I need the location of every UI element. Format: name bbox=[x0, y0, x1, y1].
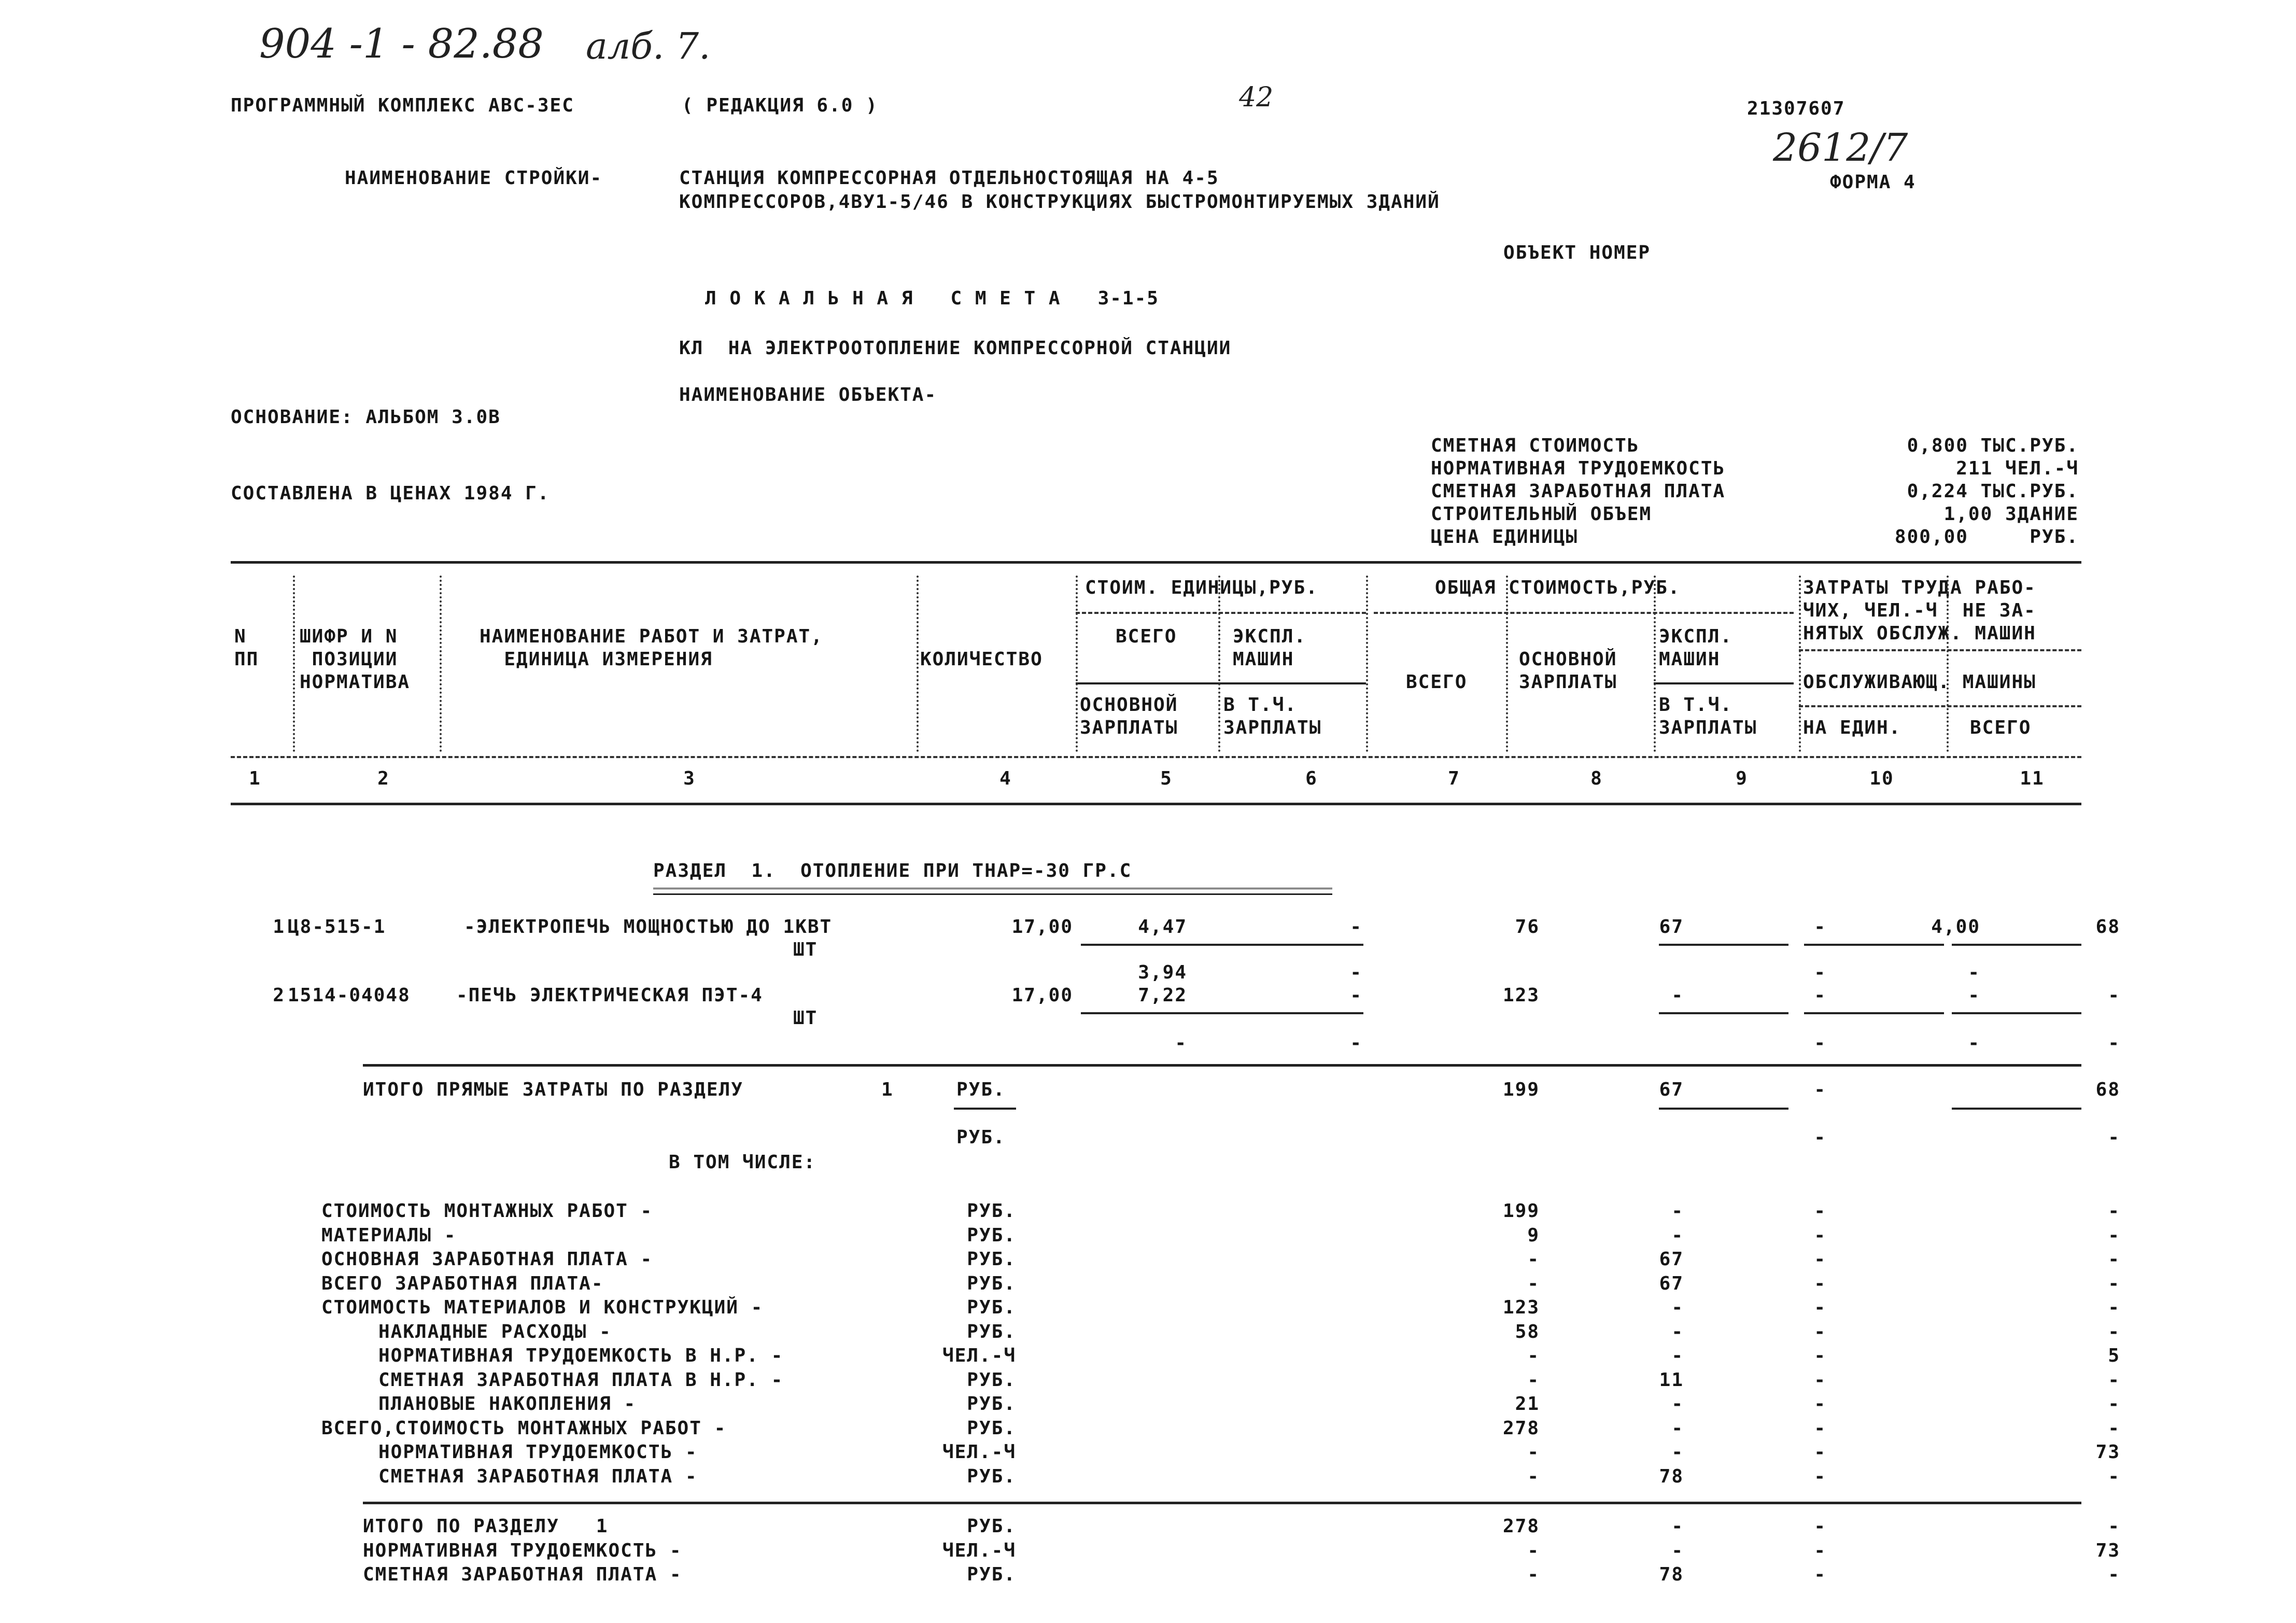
breakdown-labor: - bbox=[2108, 1369, 2120, 1391]
section-title-underline bbox=[653, 888, 1332, 895]
breakdown-label: СМЕТНАЯ ЗАРАБОТНАЯ ПЛАТА В Н.Р. - bbox=[378, 1369, 784, 1391]
section-total-label: НОРМАТИВНАЯ ТРУДОЕМКОСТЬ - bbox=[363, 1540, 682, 1561]
breakdown-labor: - bbox=[2108, 1224, 2120, 1246]
breakdown-machines: - bbox=[1814, 1417, 1826, 1439]
breakdown-base-salary: - bbox=[1671, 1442, 1684, 1463]
column-number: 2 bbox=[377, 768, 390, 789]
col-header-quantity: КОЛИЧЕСТВО bbox=[920, 649, 1043, 670]
breakdown-base-salary: - bbox=[1671, 1224, 1684, 1246]
construction-line-1: СТАНЦИЯ КОМПРЕССОРНАЯ ОТДЕЛЬНОСТОЯЩАЯ НА 4-5 bbox=[679, 167, 1219, 189]
column-number: 8 bbox=[1590, 768, 1603, 789]
col-header-per-unit: НА ЕДИН. bbox=[1803, 717, 1901, 738]
row-unit-machines: - bbox=[1350, 985, 1362, 1006]
direct-total-section: 1 bbox=[881, 1079, 894, 1100]
direct-total-cell-rule bbox=[1659, 1108, 1788, 1110]
labor-group-rule bbox=[1799, 649, 2081, 651]
breakdown-label: НОРМАТИВНАЯ ТРУДОЕМКОСТЬ - bbox=[378, 1442, 698, 1463]
summary-value: 0,224 ТЫС.РУБ. bbox=[1907, 481, 2079, 502]
labor-sub-rule bbox=[1799, 705, 2081, 707]
row-unit: ШТ bbox=[793, 1008, 818, 1029]
column-number: 6 bbox=[1305, 768, 1318, 789]
section-total-machines: - bbox=[1814, 1564, 1826, 1585]
breakdown-unit: РУБ. bbox=[967, 1297, 1016, 1318]
breakdown-total: 199 bbox=[1502, 1200, 1540, 1222]
total-machines-sub-rule bbox=[1654, 682, 1794, 684]
row-cell-rule bbox=[1952, 944, 2081, 946]
breakdown-label: ВСЕГО,СТОИМОСТЬ МОНТАЖНЫХ РАБОТ - bbox=[321, 1417, 727, 1439]
col-header-unit-base-salary: ОСНОВНОЙ ЗАРПЛАТЫ bbox=[1080, 694, 1178, 738]
including-label: В ТОМ ЧИСЛЕ: bbox=[669, 1152, 816, 1173]
section-total-labor: 73 bbox=[2095, 1540, 2120, 1561]
section-title: РАЗДЕЛ 1. ОТОПЛЕНИЕ ПРИ ТНАР=-30 ГР.С bbox=[653, 860, 1132, 882]
section-total-unit: ЧЕЛ.-Ч bbox=[942, 1540, 1016, 1561]
section-total-rule bbox=[363, 1502, 2081, 1504]
direct-total-unit-rule bbox=[954, 1108, 1016, 1110]
row-name: -ЭЛЕКТРОПЕЧЬ МОЩНОСТЬЮ ДО 1КВТ bbox=[464, 916, 833, 938]
form-label: ФОРМА 4 bbox=[1830, 172, 1916, 193]
column-number: 3 bbox=[683, 768, 696, 789]
row-unit-incl-salary: - bbox=[1350, 1032, 1362, 1054]
row-total: 76 bbox=[1515, 916, 1540, 938]
summary-label: НОРМАТИВНАЯ ТРУДОЕМКОСТЬ bbox=[1431, 458, 1726, 479]
row-total-base-salary: 67 bbox=[1659, 916, 1684, 938]
row-unit-machines: - bbox=[1350, 916, 1362, 938]
col-header-code: ШИФР И N ПОЗИЦИИ НОРМАТИВА bbox=[300, 626, 411, 693]
summary-value: 211 ЧЕЛ.-Ч bbox=[1956, 458, 2079, 479]
row-labor-machines-per-unit: - bbox=[1968, 962, 1980, 983]
breakdown-base-salary: 11 bbox=[1659, 1369, 1684, 1391]
summary-label: СМЕТНАЯ ЗАРАБОТНАЯ ПЛАТА bbox=[1431, 481, 1726, 502]
column-number: 11 bbox=[2020, 768, 2045, 789]
software-name: ПРОГРАММНЫЙ КОМПЛЕКС АВС-ЗЕС bbox=[231, 95, 574, 116]
row-labor-per-unit: 4,00 bbox=[1931, 916, 1980, 938]
row-labor-total: - bbox=[2108, 985, 2120, 1006]
breakdown-total: - bbox=[1527, 1442, 1540, 1463]
breakdown-machines: - bbox=[1814, 1321, 1826, 1342]
section-total-unit: РУБ. bbox=[967, 1516, 1016, 1537]
row-labor-total-machines: - bbox=[2108, 1032, 2120, 1054]
breakdown-unit: РУБ. bbox=[967, 1224, 1016, 1246]
construction-label: НАИМЕНОВАНИЕ СТРОЙКИ- bbox=[345, 167, 603, 189]
column-divider bbox=[1947, 576, 1954, 752]
breakdown-machines: - bbox=[1814, 1442, 1826, 1463]
row-quantity: 17,00 bbox=[1011, 916, 1073, 938]
column-divider bbox=[1799, 576, 1806, 752]
summary-label: СТРОИТЕЛЬНЫЙ ОБЪЕМ bbox=[1431, 503, 1652, 525]
row-total-incl-salary: - bbox=[1814, 1032, 1826, 1054]
breakdown-unit: ЧЕЛ.-Ч bbox=[942, 1442, 1016, 1463]
breakdown-machines: - bbox=[1814, 1465, 1826, 1487]
col-header-unit-incl-salary: В Т.Ч. ЗАРПЛАТЫ bbox=[1223, 694, 1322, 738]
breakdown-label: СТОИМОСТЬ МАТЕРИАЛОВ И КОНСТРУКЦИЙ - bbox=[321, 1297, 764, 1318]
section-total-label: СМЕТНАЯ ЗАРАБОТНАЯ ПЛАТА - bbox=[363, 1564, 682, 1585]
breakdown-base-salary: - bbox=[1671, 1321, 1684, 1342]
section-total-unit: РУБ. bbox=[967, 1564, 1016, 1585]
column-number: 10 bbox=[1869, 768, 1894, 789]
breakdown-labor: - bbox=[2108, 1321, 2120, 1342]
handwritten-number: 2612/7 bbox=[1773, 125, 1908, 170]
summary-label: ЦЕНА ЕДИНИЦЫ bbox=[1431, 526, 1579, 548]
price-basis: СОСТАВЛЕНА В ЦЕНАХ 1984 Г. bbox=[231, 483, 550, 504]
direct-total-label: ИТОГО ПРЯМЫЕ ЗАТРАТЫ ПО РАЗДЕЛУ bbox=[363, 1079, 743, 1100]
col-group-labor-machines: ОБСЛУЖИВАЮЩ. МАШИНЫ bbox=[1803, 671, 2036, 693]
summary-value: 800,00 РУБ. bbox=[1894, 526, 2079, 548]
row-total-machines: - bbox=[1814, 916, 1826, 938]
direct-total-labor: 68 bbox=[2095, 1079, 2120, 1100]
section-total-base-salary: - bbox=[1671, 1540, 1684, 1561]
column-number: 5 bbox=[1160, 768, 1173, 789]
col-header-total-incl-salary: В Т.Ч. ЗАРПЛАТЫ bbox=[1659, 694, 1757, 738]
breakdown-unit: РУБ. bbox=[967, 1369, 1016, 1391]
breakdown-total: 123 bbox=[1502, 1297, 1540, 1318]
breakdown-labor: - bbox=[2108, 1200, 2120, 1222]
row-cell-rule bbox=[1081, 1012, 1363, 1014]
column-number: 4 bbox=[999, 768, 1012, 789]
breakdown-machines: - bbox=[1814, 1272, 1826, 1294]
direct-total-labor-machines: - bbox=[2108, 1127, 2120, 1148]
section-total-base-salary: 78 bbox=[1659, 1564, 1684, 1585]
breakdown-base-salary: 67 bbox=[1659, 1249, 1684, 1270]
breakdown-machines: - bbox=[1814, 1224, 1826, 1246]
breakdown-base-salary: 67 bbox=[1659, 1272, 1684, 1294]
breakdown-labor: - bbox=[2108, 1272, 2120, 1294]
breakdown-labor: - bbox=[2108, 1393, 2120, 1415]
breakdown-base-salary: 78 bbox=[1659, 1465, 1684, 1487]
column-divider bbox=[1218, 576, 1226, 752]
section-total-base-salary: - bbox=[1671, 1516, 1684, 1537]
breakdown-labor: 5 bbox=[2108, 1345, 2120, 1366]
row-unit-incl-salary: - bbox=[1350, 962, 1362, 983]
breakdown-machines: - bbox=[1814, 1297, 1826, 1318]
breakdown-machines: - bbox=[1814, 1345, 1826, 1366]
construction-line-2: КОМПРЕССОРОВ,4ВУ1-5/46 В КОНСТРУКЦИЯХ БЫСТРОМОНТИРУЕМЫХ ЗДАНИЙ bbox=[679, 191, 1440, 213]
col-header-total-machines: ЭКСПЛ. МАШИН bbox=[1659, 626, 1733, 670]
row-quantity: 17,00 bbox=[1011, 985, 1073, 1006]
row-labor-per-unit: - bbox=[1968, 985, 1980, 1006]
row-unit: ШТ bbox=[793, 939, 818, 960]
breakdown-unit: РУБ. bbox=[967, 1272, 1016, 1294]
breakdown-base-salary: - bbox=[1671, 1393, 1684, 1415]
col-header-total-base-salary: ОСНОВНОЙ ЗАРПЛАТЫ bbox=[1519, 649, 1617, 693]
row-unit-total: 7,22 bbox=[1138, 985, 1187, 1006]
row-cell-rule bbox=[1659, 944, 1788, 946]
section-total-label: ИТОГО ПО РАЗДЕЛУ 1 bbox=[363, 1516, 609, 1537]
breakdown-base-salary: - bbox=[1671, 1200, 1684, 1222]
breakdown-total: - bbox=[1527, 1272, 1540, 1294]
breakdown-total: - bbox=[1527, 1369, 1540, 1391]
direct-total-rule bbox=[363, 1064, 2081, 1067]
column-divider bbox=[1654, 576, 1661, 752]
breakdown-labor: - bbox=[2108, 1417, 2120, 1439]
direct-total-base-salary: 67 bbox=[1659, 1079, 1684, 1100]
handwritten-page-number: 42 bbox=[1239, 82, 1274, 113]
column-divider bbox=[917, 576, 924, 752]
row-cell-rule bbox=[1659, 1012, 1788, 1014]
handwritten-album: алб. 7. bbox=[586, 25, 711, 67]
document-title: Л О К А Л Ь Н А Я С М Е Т А 3-1-5 bbox=[705, 288, 1159, 309]
breakdown-unit: ЧЕЛ.-Ч bbox=[942, 1345, 1016, 1366]
breakdown-labor: - bbox=[2108, 1297, 2120, 1318]
row-labor-machines-per-unit: - bbox=[1968, 1032, 1980, 1054]
col-group-labor: ЗАТРАТЫ ТРУДА РАБО- ЧИХ, ЧЕЛ.-Ч НЕ ЗА- НЯТЫХ ОБСЛУЖ. МАШИН bbox=[1803, 577, 2036, 644]
row-cell-rule bbox=[1804, 1012, 1944, 1014]
breakdown-base-salary: - bbox=[1671, 1345, 1684, 1366]
breakdown-total: 9 bbox=[1527, 1224, 1540, 1246]
column-number: 9 bbox=[1736, 768, 1748, 789]
direct-total-unit: РУБ. bbox=[956, 1079, 1006, 1100]
breakdown-label: НАКЛАДНЫЕ РАСХОДЫ - bbox=[378, 1321, 612, 1342]
breakdown-total: - bbox=[1527, 1345, 1540, 1366]
breakdown-label: ОСНОВНАЯ ЗАРАБОТНАЯ ПЛАТА - bbox=[321, 1249, 653, 1270]
document-code: 21307607 bbox=[1747, 98, 1846, 119]
col-header-unit-total: ВСЕГО bbox=[1116, 626, 1177, 647]
breakdown-labor: 73 bbox=[2095, 1442, 2120, 1463]
breakdown-base-salary: - bbox=[1671, 1297, 1684, 1318]
direct-total-machines: - bbox=[1814, 1079, 1826, 1100]
column-divider bbox=[440, 576, 447, 752]
breakdown-total: 278 bbox=[1502, 1417, 1540, 1439]
breakdown-label: ВСЕГО ЗАРАБОТНАЯ ПЛАТА- bbox=[321, 1272, 604, 1294]
summary-label: СМЕТНАЯ СТОИМОСТЬ bbox=[1431, 435, 1640, 456]
total-cost-group-rule bbox=[1374, 612, 1794, 614]
section-total-machines: - bbox=[1814, 1540, 1826, 1561]
column-divider bbox=[1366, 576, 1373, 752]
direct-total-cell-rule bbox=[1952, 1108, 2081, 1110]
col-header-total: ВСЕГО bbox=[1406, 671, 1468, 693]
breakdown-total: - bbox=[1527, 1465, 1540, 1487]
breakdown-total: 21 bbox=[1515, 1393, 1540, 1415]
summary-value: 0,800 ТЫС.РУБ. bbox=[1907, 435, 2079, 456]
header-top-rule bbox=[231, 561, 2081, 564]
row-cell-rule bbox=[1081, 944, 1363, 946]
column-number: 7 bbox=[1448, 768, 1460, 789]
edition: ( РЕДАКЦИЯ 6.0 ) bbox=[682, 95, 878, 116]
col-group-total-cost: ОБЩАЯ СТОИМОСТЬ,РУБ. bbox=[1435, 577, 1681, 598]
col-header-name: НАИМЕНОВАНИЕ РАБОТ И ЗАТРАТ, ЕДИНИЦА ИЗМЕРЕНИЯ bbox=[480, 626, 823, 670]
breakdown-machines: - bbox=[1814, 1249, 1826, 1270]
row-name: -ПЕЧЬ ЭЛЕКТРИЧЕСКАЯ ПЭТ-4 bbox=[456, 985, 763, 1006]
row-unit-base-salary: 3,94 bbox=[1138, 962, 1187, 983]
section-total-total: - bbox=[1527, 1564, 1540, 1585]
col-header-unit-machines: ЭКСПЛ. МАШИН bbox=[1233, 626, 1307, 670]
section-total-labor: - bbox=[2108, 1564, 2120, 1585]
breakdown-machines: - bbox=[1814, 1393, 1826, 1415]
row-unit-total: 4,47 bbox=[1138, 916, 1187, 938]
row-number: 2 bbox=[273, 985, 285, 1006]
object-name-label: НАИМЕНОВАНИЕ ОБЪЕКТА- bbox=[679, 384, 937, 405]
row-number: 1 bbox=[273, 916, 285, 938]
breakdown-unit: РУБ. bbox=[967, 1417, 1016, 1439]
breakdown-unit: РУБ. bbox=[967, 1200, 1016, 1222]
section-total-total: - bbox=[1527, 1540, 1540, 1561]
direct-total-unit-2: РУБ. bbox=[956, 1127, 1006, 1148]
breakdown-total: 58 bbox=[1515, 1321, 1540, 1342]
row-cell-rule bbox=[1952, 1012, 2081, 1014]
header-bottom-rule bbox=[231, 803, 2081, 805]
column-divider bbox=[1076, 576, 1083, 752]
row-total-incl-salary: - bbox=[1814, 962, 1826, 983]
row-code: Ц8-515-1 bbox=[288, 916, 386, 938]
breakdown-label: СМЕТНАЯ ЗАРАБОТНАЯ ПЛАТА - bbox=[378, 1465, 698, 1487]
direct-total-incl-salary: - bbox=[1814, 1127, 1826, 1148]
row-total-machines: - bbox=[1814, 985, 1826, 1006]
breakdown-machines: - bbox=[1814, 1369, 1826, 1391]
col-group-unit-cost: СТОИМ. ЕДИНИЦЫ,РУБ. bbox=[1085, 577, 1318, 598]
column-divider bbox=[293, 576, 300, 752]
breakdown-labor: - bbox=[2108, 1249, 2120, 1270]
breakdown-unit: РУБ. bbox=[967, 1393, 1016, 1415]
col-header-number: N ПП bbox=[234, 626, 259, 670]
row-total: 123 bbox=[1502, 985, 1540, 1006]
row-code: 1514-04048 bbox=[288, 985, 411, 1006]
breakdown-unit: РУБ. bbox=[967, 1321, 1016, 1342]
breakdown-label: МАТЕРИАЛЫ - bbox=[321, 1224, 457, 1246]
column-number: 1 bbox=[249, 768, 261, 789]
row-cell-rule bbox=[1804, 944, 1944, 946]
direct-total-total: 199 bbox=[1502, 1079, 1540, 1100]
breakdown-unit: РУБ. bbox=[967, 1249, 1016, 1270]
summary-value: 1,00 ЗДАНИЕ bbox=[1943, 503, 2079, 525]
section-total-labor: - bbox=[2108, 1516, 2120, 1537]
breakdown-machines: - bbox=[1814, 1200, 1826, 1222]
col-header-labor-total: ВСЕГО bbox=[1970, 717, 2032, 738]
breakdown-label: ПЛАНОВЫЕ НАКОПЛЕНИЯ - bbox=[378, 1393, 637, 1415]
breakdown-total: - bbox=[1527, 1249, 1540, 1270]
breakdown-base-salary: - bbox=[1671, 1417, 1684, 1439]
breakdown-label: СТОИМОСТЬ МОНТАЖНЫХ РАБОТ - bbox=[321, 1200, 653, 1222]
header-number-rule-top bbox=[231, 756, 2081, 758]
breakdown-label: НОРМАТИВНАЯ ТРУДОЕМКОСТЬ В Н.Р. - bbox=[378, 1345, 784, 1366]
breakdown-unit: РУБ. bbox=[967, 1465, 1016, 1487]
basis: ОСНОВАНИЕ: АЛЬБОМ 3.0В bbox=[231, 407, 501, 428]
section-total-machines: - bbox=[1814, 1516, 1826, 1537]
handwritten-code: 904 -1 - 82.88 bbox=[259, 21, 544, 67]
section-total-total: 278 bbox=[1502, 1516, 1540, 1537]
row-unit-base-salary: - bbox=[1175, 1032, 1187, 1054]
column-divider bbox=[1506, 576, 1513, 752]
document-subtitle: КЛ НА ЭЛЕКТРООТОПЛЕНИЕ КОМПРЕССОРНОЙ СТАНЦИИ bbox=[679, 338, 1232, 359]
row-labor-total: 68 bbox=[2095, 916, 2120, 938]
row-total-base-salary: - bbox=[1671, 985, 1684, 1006]
breakdown-labor: - bbox=[2108, 1465, 2120, 1487]
object-number: ОБЪЕКТ НОМЕР bbox=[1503, 242, 1651, 263]
